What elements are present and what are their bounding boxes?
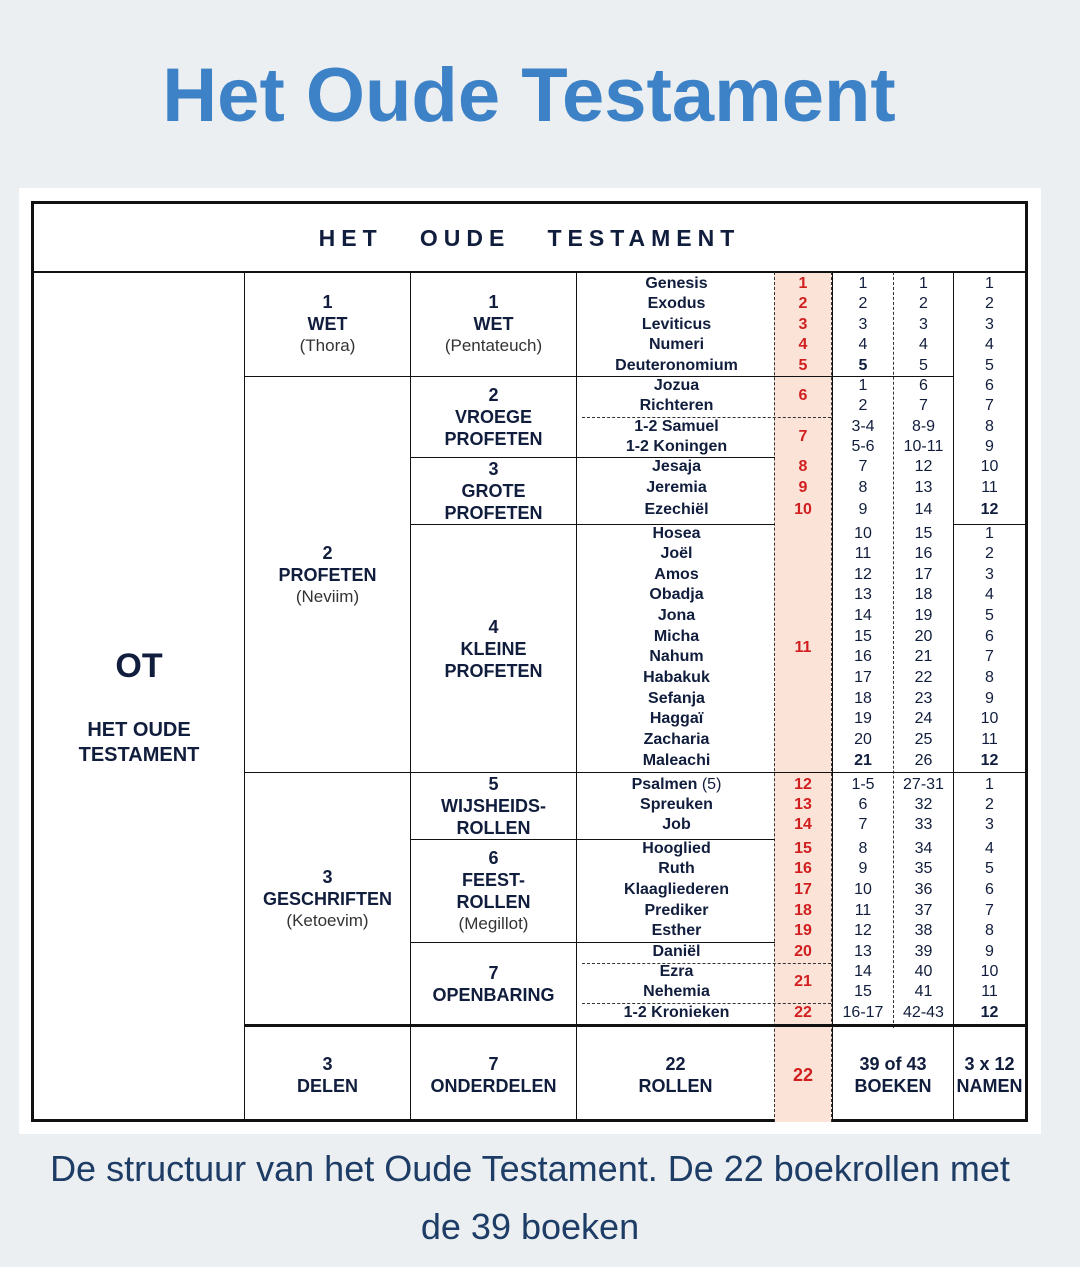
book-name: Micha [653, 628, 700, 645]
subsection-feest-name2: ROLLEN [456, 892, 531, 912]
roll-number: 3 [798, 316, 808, 333]
ot-name-2: TESTAMENT [78, 743, 200, 766]
group-count: 2 [858, 397, 868, 414]
book-count: 5 [919, 357, 928, 374]
footer-rolls-total-num: 22 [792, 1064, 814, 1085]
book-name: Jozua [653, 377, 700, 394]
subsection-kleine-name1: KLEINE [460, 638, 527, 659]
book-count: 14 [914, 501, 933, 518]
footer-rollen-label: ROLLEN [638, 1076, 713, 1096]
names-count: 7 [985, 902, 994, 919]
book-name: Obadja [649, 586, 704, 603]
names-count: 9 [985, 690, 994, 707]
table-header [34, 204, 1025, 272]
book-count: 26 [914, 752, 933, 769]
book-name: Psalmen (5) [631, 776, 722, 793]
book-count: 6 [919, 377, 928, 394]
book-name: Ezra [659, 963, 694, 980]
footer-rolls-total [774, 1028, 832, 1122]
group-count: 3-4 [851, 418, 875, 435]
book-name: Jona [657, 607, 696, 624]
group-count: 4 [858, 336, 868, 353]
col-divider-footer [832, 1024, 833, 1122]
book-count: 33 [914, 816, 933, 833]
subsection-grote-num: 3 [488, 459, 499, 479]
subsection-openbaring [411, 943, 576, 1024]
section-profeten-num: 2 [322, 542, 333, 563]
names-count: 5 [985, 860, 994, 877]
book-count: 16 [914, 545, 933, 562]
subsection-feestrollen [411, 840, 576, 942]
book-count: 8-9 [911, 418, 936, 435]
group-count: 21 [854, 752, 872, 769]
subsection-wet-name: WET [473, 314, 514, 334]
group-count: 13 [854, 943, 872, 960]
group-count: 14 [854, 963, 872, 980]
roll-number: 22 [794, 1004, 812, 1021]
book-name-extra: (5) [697, 776, 722, 793]
book-name: Exodus [647, 295, 706, 312]
book-count: 4 [919, 336, 928, 353]
col-divider-3 [576, 272, 577, 1122]
table-header-text: HET OUDE TESTAMENT [318, 224, 741, 251]
group-count: 2 [858, 295, 868, 312]
book-count: 12 [914, 458, 933, 475]
row-divider-feest [410, 942, 775, 943]
names-count: 6 [985, 628, 994, 645]
col-divider-1 [244, 272, 245, 1122]
roll-number: 7 [798, 428, 808, 445]
group-count: 7 [858, 458, 868, 475]
subsection-wet [411, 272, 576, 376]
section-geschriften-num: 3 [322, 866, 333, 887]
section-profeten-sub: (Neviim) [295, 586, 360, 606]
book-name: Daniël [652, 943, 701, 960]
section-geschriften-sub: (Ketoevim) [286, 910, 369, 930]
subsection-kleine-profeten [411, 525, 576, 772]
dash-divider-nehemia [582, 1003, 831, 1004]
group-count: 9 [858, 501, 868, 518]
names-count: 2 [985, 796, 994, 813]
roll-number: 16 [794, 860, 812, 877]
subsection-grote-name2: PROFETEN [444, 503, 543, 523]
book-name: Jeremia [646, 479, 707, 496]
footer-boeken-label: BOEKEN [854, 1076, 932, 1096]
book-count: 36 [914, 881, 933, 898]
group-count: 12 [854, 922, 872, 939]
section-profeten-name: PROFETEN [278, 564, 377, 585]
roll-number: 2 [798, 295, 808, 312]
col-divider-2 [410, 272, 411, 1122]
footer-onderdelen [411, 1028, 576, 1122]
names-count: 10 [980, 458, 999, 475]
subsection-vroege-name2: PROFETEN [444, 429, 543, 449]
roll-number: 5 [798, 357, 808, 374]
names-count: 8 [985, 669, 994, 686]
names-count: 10 [980, 710, 999, 727]
book-name: Ezechiël [644, 501, 709, 518]
figure-caption: De structuur van het Oude Testament. De 22 boekrollen met de 39 boeken [50, 1148, 1010, 1247]
subsection-feest-num: 6 [488, 848, 499, 868]
footer-delen [245, 1028, 410, 1122]
group-count: 3 [858, 316, 868, 333]
section-geschriften-name: GESCHRIFTEN [262, 888, 392, 909]
footer-delen-num: 3 [322, 1054, 333, 1074]
names-count: 3 [985, 316, 994, 333]
roll-number: 20 [794, 943, 812, 960]
roll-number: 6 [798, 387, 808, 404]
names-count: 3 [985, 566, 994, 583]
book-name: Prediker [644, 902, 709, 919]
col-divider-4 [832, 272, 833, 1028]
roll-number: 14 [794, 816, 812, 833]
book-name: Nehemia [643, 983, 710, 1000]
row-divider-wijsheid [410, 839, 775, 840]
book-count: 13 [914, 479, 933, 496]
roll-number: 9 [798, 479, 808, 496]
group-count: 8 [858, 479, 868, 496]
names-count: 4 [985, 840, 994, 857]
row-divider-profeten [244, 772, 953, 773]
dash-divider-daniel [582, 963, 831, 964]
book-name: Hooglied [642, 840, 711, 857]
group-count: 15 [854, 628, 872, 645]
book-name: 1-2 Samuel [634, 418, 719, 435]
names-count: 9 [985, 943, 994, 960]
roll-number: 11 [794, 639, 812, 656]
group-count: 16-17 [842, 1004, 884, 1021]
col-divider-5 [953, 272, 954, 1122]
footer-namen-label: NAMEN [956, 1076, 1023, 1096]
row-divider-wet [244, 376, 953, 377]
names-count: 12 [980, 501, 999, 518]
footer-onderdelen-num: 7 [488, 1054, 499, 1074]
book-name: Esther [651, 922, 702, 939]
structure-table-card [19, 188, 1041, 1134]
names-count: 10 [980, 963, 999, 980]
book-count: 21 [914, 648, 933, 665]
book-name: Richteren [639, 397, 714, 414]
book-count: 2 [919, 295, 928, 312]
names-count: 6 [985, 881, 994, 898]
section-profeten [245, 377, 410, 772]
book-count: 23 [914, 690, 933, 707]
subsection-feest-sub: (Megillot) [458, 914, 529, 933]
book-count: 19 [914, 607, 933, 624]
subsection-feest-name1: FEEST- [461, 870, 525, 890]
book-count: 20 [914, 628, 933, 645]
subsection-openbaring-num: 7 [488, 962, 499, 983]
row-divider-grote [410, 524, 775, 525]
group-count: 1-5 [851, 776, 875, 793]
names-count: 2 [985, 545, 994, 562]
roll-number: 17 [794, 881, 812, 898]
roll-divider-left [774, 272, 775, 1122]
book-name: Genesis [645, 275, 708, 292]
roll-number: 12 [794, 776, 812, 793]
book-name: Klaagliederen [624, 881, 729, 898]
book-count: 42-43 [903, 1004, 944, 1021]
group-count: 10 [854, 881, 872, 898]
subsection-kleine-name2: PROFETEN [444, 660, 543, 681]
roll-number: 21 [794, 973, 812, 990]
names-count: 1 [985, 525, 994, 542]
names-count: 8 [985, 922, 994, 939]
names-count: 7 [985, 397, 994, 414]
group-count: 9 [858, 860, 868, 877]
names-count: 6 [985, 377, 994, 394]
footer-rollen-num: 22 [665, 1054, 686, 1074]
structure-table [31, 201, 1028, 1122]
book-count: 38 [914, 922, 933, 939]
footer-namen-num: 3 x 12 [964, 1054, 1015, 1074]
group-count: 13 [854, 586, 872, 603]
group-count: 10 [854, 525, 872, 542]
book-count: 41 [914, 983, 933, 1000]
book-count: 24 [914, 710, 933, 727]
group-count: 1 [858, 275, 868, 292]
book-name: Hosea [652, 525, 701, 542]
book-name: Haggaï [649, 710, 704, 727]
group-count: 12 [854, 566, 872, 583]
book-name: Leviticus [641, 316, 712, 333]
footer-boeken [833, 1028, 953, 1122]
book-name: Maleachi [642, 752, 711, 769]
book-count: 17 [914, 566, 933, 583]
book-count: 1 [919, 275, 928, 292]
group-count: 7 [858, 816, 868, 833]
group-count: 11 [854, 545, 872, 562]
names-count: 11 [981, 731, 998, 748]
group-count: 19 [854, 710, 872, 727]
footer-boeken-num: 39 of 43 [859, 1054, 927, 1074]
section-geschriften [245, 773, 410, 1024]
subsection-wijsheids-num: 5 [488, 774, 499, 794]
names-count: 11 [981, 479, 998, 496]
book-count: 10-11 [903, 438, 944, 455]
book-name: Jesaja [652, 458, 701, 475]
roll-number: 10 [794, 501, 812, 518]
book-name: Numeri [648, 336, 705, 353]
subsection-grote-name1: GROTE [461, 481, 526, 501]
book-name: Amos [654, 566, 699, 583]
group-count: 18 [854, 690, 872, 707]
book-name: Job [662, 816, 691, 833]
book-count: 32 [914, 796, 933, 813]
subsection-kleine-num: 4 [488, 616, 499, 637]
subsection-wet-num: 1 [488, 292, 499, 312]
book-count: 22 [914, 669, 933, 686]
names-count: 4 [985, 336, 994, 353]
book-count: 35 [914, 860, 933, 877]
book-count: 3 [919, 316, 928, 333]
subsection-vroege-profeten [411, 377, 576, 457]
header-divider [34, 271, 1025, 273]
group-count: 17 [854, 669, 872, 686]
names-count: 2 [985, 295, 994, 312]
book-name: Joël [660, 545, 693, 562]
row-divider-footer [244, 1024, 1025, 1027]
subsection-vroege-num: 2 [488, 385, 499, 405]
book-name: Sefanja [648, 690, 705, 707]
book-count: 25 [914, 731, 933, 748]
book-count: 18 [914, 586, 933, 603]
book-name: Zacharia [643, 731, 710, 748]
subsection-grote-profeten [411, 458, 576, 524]
row-divider-vroege [410, 457, 775, 458]
book-name: Ruth [658, 860, 695, 877]
names-count: 5 [985, 357, 994, 374]
book-count: 7 [919, 397, 928, 414]
dash-divider-richteren [582, 417, 831, 418]
group-count: 16 [854, 648, 872, 665]
group-count: 20 [854, 731, 872, 748]
names-count: 1 [985, 776, 994, 793]
footer-delen-label: DELEN [296, 1076, 358, 1096]
group-count: 5 [858, 357, 868, 374]
book-name: Deuteronomium [615, 357, 738, 374]
group-count: 15 [854, 983, 872, 1000]
subsection-wijsheidsrollen [411, 773, 576, 839]
section-wet-num: 1 [322, 292, 333, 312]
names-count: 7 [985, 648, 994, 665]
row-divider-names-2 [953, 772, 1025, 773]
book-name: Habakuk [643, 669, 710, 686]
book-count: 37 [914, 902, 933, 919]
ot-abbr: OT [115, 646, 163, 685]
footer-namen [954, 1028, 1025, 1122]
ot-name-1: HET OUDE [87, 718, 191, 741]
group-count: 8 [858, 840, 868, 857]
roll-number: 19 [794, 922, 812, 939]
names-count: 3 [985, 816, 994, 833]
names-count: 4 [985, 586, 994, 603]
footer-onderdelen-label: ONDERDELEN [430, 1076, 557, 1096]
names-count: 12 [980, 752, 999, 769]
book-name: Nahum [649, 648, 704, 665]
roll-number: 8 [798, 458, 808, 475]
roll-number: 15 [794, 840, 812, 857]
book-name: Spreuken [640, 796, 713, 813]
group-count: 1 [858, 377, 868, 394]
book-name: 1-2 Koningen [625, 438, 728, 455]
row-divider-names-1 [953, 524, 1025, 525]
names-count: 5 [985, 607, 994, 624]
group-count: 5-6 [851, 438, 875, 455]
footer-rollen [577, 1028, 774, 1122]
names-count: 11 [981, 983, 998, 1000]
count-divider [893, 272, 894, 1028]
subsection-wijsheids-name1: WIJSHEIDS- [440, 796, 546, 816]
section-wet-name: WET [307, 314, 348, 334]
subsection-vroege-name1: VROEGE [454, 407, 533, 427]
names-count: 12 [980, 1004, 999, 1021]
roll-number: 1 [798, 275, 808, 292]
subsection-openbaring-name1: OPENBARING [432, 984, 555, 1005]
roll-number: 4 [798, 336, 808, 353]
subsection-wet-sub: (Pentateuch) [444, 336, 543, 355]
roll-number: 13 [794, 796, 812, 813]
group-count: 6 [858, 796, 868, 813]
names-count: 9 [985, 438, 994, 455]
book-name: 1-2 Kronieken [623, 1004, 730, 1021]
book-count: 40 [914, 963, 933, 980]
section-wet [245, 272, 410, 376]
book-count: 34 [914, 840, 933, 857]
subsection-wijsheids-name2: ROLLEN [456, 818, 531, 838]
roll-number: 18 [794, 902, 812, 919]
ot-cell [34, 272, 244, 1122]
book-count: 39 [914, 943, 933, 960]
section-wet-sub: (Thora) [299, 336, 356, 355]
group-count: 14 [854, 607, 872, 624]
book-count: 15 [914, 525, 933, 542]
group-count: 11 [854, 902, 872, 919]
page-title: Het Oude Testament [162, 53, 896, 138]
names-count: 8 [985, 418, 994, 435]
book-count: 27-31 [903, 776, 944, 793]
names-count: 1 [985, 275, 994, 292]
